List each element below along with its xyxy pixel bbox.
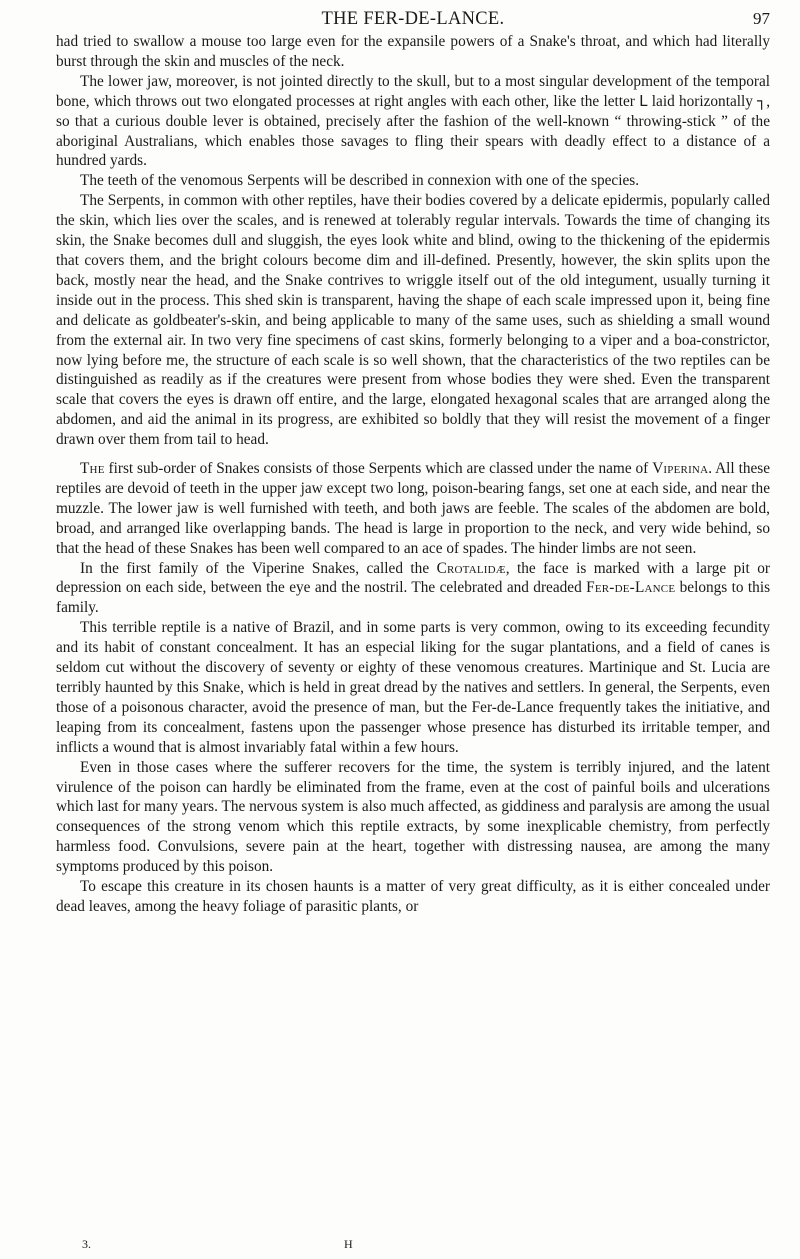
paragraph-8 bbox=[56, 758, 770, 877]
signature-mark-letter: H bbox=[344, 1237, 353, 1251]
paragraph-6 bbox=[56, 559, 770, 619]
paragraph-3-text: The teeth of the venomous Serpents will be described in connexion with one of the species. bbox=[80, 172, 640, 190]
paragraph-8-text: Even in those cases where the sufferer recovers for the time, the system is terribly injured, and the latent virulence of the poison can hardly be eliminated from the frame, even at the cost of painful boils and ulcerations which last for many years. The nervous system is also much affected, as giddiness and paralysis are among the usual consequences of the strong venom which this reptile extracts, by some inexplicable chemistry, from perfectly harmless food. Convulsions, severe pain at the heart, together with distressing nausea, are among the many symptoms produced by this poison. bbox=[56, 758, 770, 876]
term-viperina: Viperina bbox=[652, 460, 709, 478]
paragraph-2-mid: laid horizontally bbox=[651, 92, 753, 110]
running-head bbox=[56, 6, 770, 32]
body-text bbox=[56, 32, 770, 917]
running-title: THE FER-DE-LANCE. bbox=[321, 9, 505, 29]
signature-mark-number: 3. bbox=[82, 1237, 91, 1251]
paragraph-1-text: had tried to swallow a mouse too large even for the expansile powers of a Snake's throat, and which had literally burst through the skin and muscles of the neck. bbox=[56, 33, 770, 70]
term-fer-de-lance: Fer-de-Lance bbox=[586, 579, 676, 597]
page-number: 97 bbox=[753, 9, 770, 28]
paragraph-4-text: The Serpents, in common with other reptiles, have their bodies covered by a delicate epidermis, popularly called the skin, which lies over the scales, and is renewed at tolerably regular intervals. Towards the time of changing its skin, the Snake becomes dull and sluggish, the eyes look white and blind, owing to the thickening of the epidermis that covers them, and the bright colours become dim and ill-defined. Presently, however, the skin splits upon the back, mostly near the head, and the Snake contrives to wriggle itself out of the old integument, usually turning it inside out in the process. This shed skin is transparent, having the shape of each scale impressed upon it, being fine and delicate as goldbeater's-skin, and being applicable to many of the same uses, such as shielding a small wound from the external air. In two very fine specimens of cast skins, formerly belonging to a viper and a boa-constrictor, now lying before me, the structure of each scale is so well shown, that the characteristics of the two reptiles can be distinguished as readily as if the creatures were present from whose bodies they were shed. Even the transparent scale that covers the eyes is drawn off entire, and the large, elongated hexagonal scales that are arranged along the abdomen, and aid the animal in its progress, are exhibited so boldly that they will resist the movement of a finger drawn over them from tail to head. bbox=[56, 192, 770, 449]
paragraph-2 bbox=[56, 72, 770, 172]
term-crotalidae: Crotalidæ bbox=[436, 559, 506, 577]
paragraph-5-lead: The bbox=[80, 460, 105, 478]
paragraph-5 bbox=[56, 459, 770, 559]
paragraph-9 bbox=[56, 877, 770, 917]
horizontal-l-glyph: ┐ bbox=[757, 91, 767, 110]
paragraph-7-text: This terrible reptile is a native of Brazil, and in some parts is very common, owing to its exceeding fecundity and its habit of constant concealment. It has an especial liking for the sugar plantations, and a field of canes is seldom cut without the discovery of seventy or eighty of these venomous creatures. Martinique and St. Lucia are terribly haunted by this Snake, which is held in great dread by the natives and settlers. In general, the Serpents, even those of a poisonous character, avoid the presence of man, but the Fer-de-Lance frequently takes the initiative, and leaping from its concealment, fastens upon the passenger whose presence has disturbed its irritable temper, and inflicts a wound that is almost invariably fatal within a few hours. bbox=[56, 619, 770, 756]
paragraph-2-pre: The lower jaw, moreover, is not jointed directly to the skull, but to a most singular development of the temporal bone, which throws out two elongated processes at right angles with each other, like the letter bbox=[56, 72, 770, 110]
paragraph-7 bbox=[56, 618, 770, 757]
page-footer bbox=[56, 1234, 770, 1254]
paragraph-6-mid: , the face is marked with a large pit or depression on each side, between the eye and the nostril. The celebrated and dreaded bbox=[56, 559, 770, 597]
paragraph-5-pre: first sub-order of Snakes consists of those Serpents which are classed under the name of bbox=[108, 460, 649, 478]
paragraph-4 bbox=[56, 191, 770, 450]
paragraph-1 bbox=[56, 32, 770, 72]
paragraph-5-post: . All these reptiles are devoid of teeth in the upper jaw except two long, poison-bearing fangs, set one at each side, and near the muzzle. The lower jaw is well furnished with teeth, and both jaws are feeble. The scales of the abdomen are bold, broad, and arranged like overlapping bands. The head is large in proportion to the neck, and very wide behind, so that the head of these Snakes has been well compared to an ace of spades. The hinder limbs are not seen. bbox=[56, 460, 770, 557]
paragraph-2-post: , so that a curious double lever is obtained, precisely after the fashion of the well-known “ throwing-stick ” of the aboriginal Australians, which enables those savages to fling their spears with deadly effect to a distance of a hundred yards. bbox=[56, 92, 771, 170]
paragraph-6-pre: In the first family of the Viperine Snakes, called the bbox=[80, 559, 430, 577]
paragraph-3 bbox=[56, 171, 770, 191]
paragraph-9-text: To escape this creature in its chosen haunts is a matter of very great difficulty, as it is either concealed under dead leaves, among the heavy foliage of parasitic plants, or bbox=[56, 878, 770, 915]
letter-l-glyph: L bbox=[639, 91, 648, 110]
paragraph-6-post: belongs to this family. bbox=[56, 579, 771, 617]
